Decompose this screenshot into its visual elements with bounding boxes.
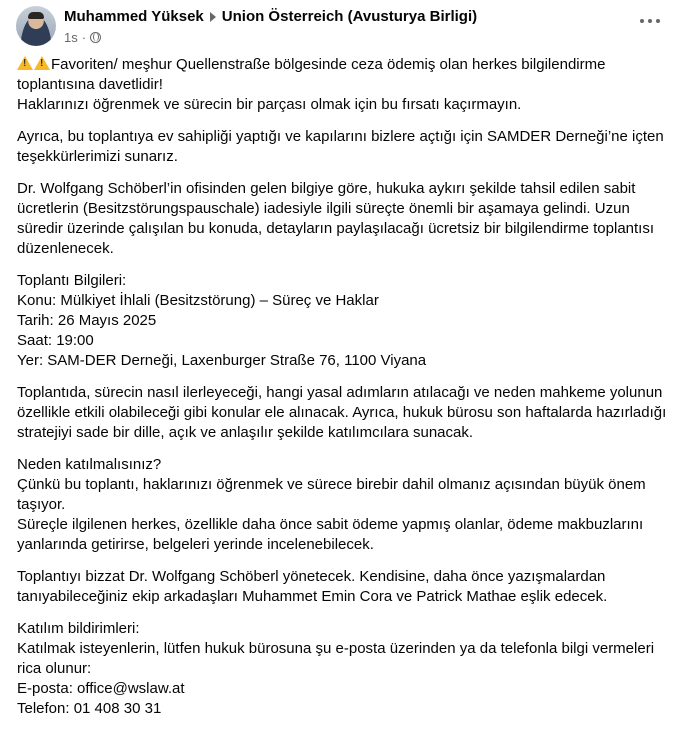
why-documents: Süreçle ilgilenen herkes, özellikle daha önce sabit ödeme yapmış olanlar, ödeme makbuzlarını yanlarında getirirse, belgeleri yerinde incelenebilecek.: [17, 516, 644, 553]
post-time[interactable]: 1s: [64, 30, 78, 45]
why-heading: Neden katılmalısınız?: [17, 456, 162, 473]
post-meta: [64, 30, 101, 45]
intro-line-2: Haklarınızı öğrenmek ve sürecin bir parçası olmak için bu fırsatı kaçırmayın.: [17, 96, 522, 113]
meeting-heading: Toplantı Bilgileri:: [17, 272, 127, 289]
register-instructions: Katılmak isteyenlerin, lütfen hukuk bürosuna şu e-posta üzerinden ya da telefonla bilgi vermeleri rica olunur:: [17, 640, 655, 677]
register-phone: Telefon: 01 408 30 31: [17, 700, 162, 717]
meeting-details: [17, 271, 669, 371]
meeting-location: Yer: SAM-DER Derneği, Laxenburger Straße 76, 1100 Viyana: [17, 352, 427, 369]
triangle-right-icon: [210, 12, 216, 22]
author-name[interactable]: Muhammed Yüksek: [64, 8, 204, 25]
meeting-date: Tarih: 26 Mayıs 2025: [17, 312, 157, 329]
group-name[interactable]: Union Österreich (Avusturya Birligi): [221, 8, 478, 25]
register-paragraph: [17, 619, 669, 719]
meeting-time: Saat: 19:00: [17, 332, 94, 349]
meeting-topic: Konu: Mülkiyet İhlali (Besitzstörung) – Süreç ve Haklar: [17, 292, 379, 309]
warning-icon: [34, 56, 50, 70]
host-paragraph: Toplantıyı bizzat Dr. Wolfgang Schöberl yönetecek. Kendisine, daha önce yazışmalardan tanıyabileceğiniz ekip arkadaşları Muhammet Emin Cora ve Patrick Mathae eşlik edecek.: [17, 568, 608, 605]
more-icon[interactable]: [640, 18, 660, 24]
intro-line-1: [17, 55, 669, 95]
why-paragraph: [17, 455, 669, 555]
globe-icon: [90, 32, 101, 43]
intro-paragraph: [17, 55, 669, 115]
info-paragraph: Dr. Wolfgang Schöberl’in ofisinden gelen bilgiye göre, hukuka aykırı şekilde tahsil edilen sabit ücretlerin (Besitzstörungspauschale) iadesiyle ilgili süreçte önemli bir aşamaya gelindi. Uzun süredir üzerinde çalışılan bu konuda, detayların paylaşılacağı ücretsiz bir bilgilendirme toplantısı düzenlenecek.: [17, 180, 655, 257]
thanks-paragraph: Ayrıca, bu toplantıya ev sahipliği yaptığı ve kapılarını bizlere açtığı için SAMDER Derneği’ne içten teşekkürlerimizi sunarız.: [17, 128, 664, 165]
why-reason: Çünkü bu toplantı, haklarınızı öğrenmek ve sürece birebir dahil olmanız açısından büyük önem taşıyor.: [17, 476, 646, 513]
warning-icon: [17, 56, 33, 70]
avatar-hair: [28, 12, 44, 19]
meta-separator: ·: [81, 30, 87, 45]
avatar[interactable]: [16, 6, 56, 46]
intro-text: Favoriten/ meşhur Quellenstraße bölgesinde ceza ödemiş olan herkes bilgilendirme toplantısına davetlidir!: [17, 56, 606, 93]
post-header: [16, 6, 664, 50]
register-heading: Katılım bildirimleri:: [17, 620, 140, 637]
author-line: [64, 8, 477, 25]
register-email: E-posta: office@wslaw.at: [17, 680, 185, 697]
process-paragraph: Toplantıda, sürecin nasıl ilerleyeceği, hangi yasal adımların atılacağı ve neden mahkeme yolunun özellikle etkili olabileceği gibi konular ele alınacak. Ayrıca, hukuk bürosu son haftalarda hazırladığı stratejiyi sade bir dille, açık ve anlaşılır şekilde katılımcılara sunacak.: [17, 384, 667, 441]
post-body: [17, 55, 669, 731]
